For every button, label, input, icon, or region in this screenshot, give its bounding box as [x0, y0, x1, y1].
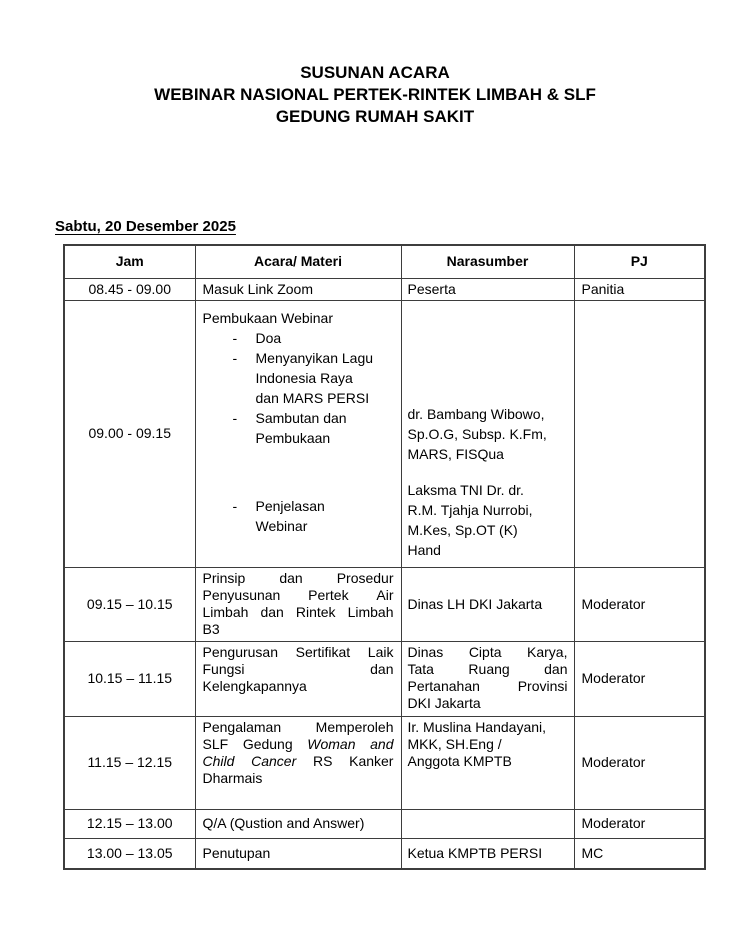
table-row — [64, 716, 705, 809]
col-header-acara: Acara/ Materi — [195, 245, 401, 278]
document-title — [55, 62, 695, 128]
table-row — [64, 809, 705, 838]
text-line: Hand — [407, 541, 441, 558]
title-line-1: SUSUNAN ACARA — [300, 63, 450, 82]
text-line: Child Cancer RS Kanker — [202, 752, 394, 769]
speaker-cell: Ketua KMPTB PERSI — [401, 838, 574, 869]
time-cell: 08.45 - 09.00 — [64, 278, 195, 300]
table-row — [64, 300, 705, 567]
agenda-bullet — [203, 348, 394, 408]
agenda-cell: Penutupan — [195, 838, 401, 869]
text-line: Dinas Cipta Karya, — [407, 643, 568, 660]
speaker-cell — [401, 809, 574, 838]
agenda-cell — [195, 716, 401, 809]
speaker-cell: Peserta — [401, 278, 574, 300]
text-line: Anggota KMPTB — [407, 752, 512, 769]
pj-cell — [574, 300, 705, 567]
text-line: Pembukaan — [255, 429, 331, 446]
bullet-dash: - — [232, 329, 238, 346]
pj-cell: Panitia — [574, 278, 705, 300]
text-line: Limbah dan Rintek Limbah — [202, 603, 394, 620]
text-line: Sambutan dan — [255, 409, 347, 426]
text-line: Penjelasan — [255, 497, 325, 514]
table-row — [64, 838, 705, 869]
text-line: dr. Bambang Wibowo, — [407, 405, 545, 422]
col-header-pj: PJ — [574, 245, 705, 278]
bullet-dash: - — [232, 349, 238, 366]
speaker-cell: Dinas LH DKI Jakarta — [401, 567, 574, 641]
agenda-cell: Q/A (Qustion and Answer) — [195, 809, 401, 838]
document-page — [0, 62, 750, 934]
time-cell: 11.15 – 12.15 — [64, 716, 195, 809]
time-cell: 12.15 – 13.00 — [64, 809, 195, 838]
pj-cell: Moderator — [574, 567, 705, 641]
text-line: Pengurusan Sertifikat Laik — [202, 643, 394, 660]
table-row — [64, 278, 705, 300]
pj-cell: Moderator — [574, 716, 705, 809]
speaker-block — [408, 480, 568, 560]
speaker-cell — [401, 716, 574, 809]
text-line: Sp.O.G, Subsp. K.Fm, — [407, 425, 547, 442]
speaker-cell — [401, 300, 574, 567]
title-line-3: GEDUNG RUMAH SAKIT — [275, 107, 475, 126]
text-line: MKK, SH.Eng / — [407, 735, 502, 752]
text-line: Laksma TNI Dr. dr. — [407, 481, 524, 498]
text-line: SLF Gedung Woman and — [202, 735, 394, 752]
text-line: Penyusunan Pertek Air — [202, 586, 394, 603]
text-line: dan MARS PERSI — [255, 389, 370, 406]
pj-cell: Moderator — [574, 809, 705, 838]
time-cell: 09.00 - 09.15 — [64, 300, 195, 567]
agenda-cell — [195, 567, 401, 641]
time-cell: 09.15 – 10.15 — [64, 567, 195, 641]
text-line: M.Kes, Sp.OT (K) — [407, 521, 518, 538]
col-header-narasumber: Narasumber — [401, 245, 574, 278]
text-line: Kelengkapannya — [202, 677, 307, 694]
agenda-bullet — [203, 408, 394, 448]
time-cell: 13.00 – 13.05 — [64, 838, 195, 869]
title-line-2: WEBINAR NASIONAL PERTEK-RINTEK LIMBAH & SLF — [154, 85, 596, 104]
table-row — [64, 641, 705, 716]
text-line: Indonesia Raya — [255, 369, 353, 386]
speaker-cell — [401, 641, 574, 716]
agenda-cell: Masuk Link Zoom — [195, 278, 401, 300]
agenda-bullet — [203, 496, 394, 536]
text-line: Tata Ruang dan — [407, 660, 568, 677]
text-line: Fungsi dan — [202, 660, 394, 677]
text-line: Menyanyikan Lagu — [255, 349, 374, 366]
event-date: Sabtu, 20 Desember 2025 — [55, 218, 236, 235]
text-line: MARS, FISQua — [407, 445, 504, 462]
text-line: Pertanahan Provinsi — [407, 677, 568, 694]
agenda-table — [63, 244, 706, 870]
text-line: Doa — [255, 329, 282, 346]
table-header-row — [64, 245, 705, 278]
text-line: DKI Jakarta — [407, 694, 481, 711]
text-line: Prinsip dan Prosedur — [202, 569, 394, 586]
agenda-cell — [195, 641, 401, 716]
bullet-dash: - — [232, 497, 238, 514]
text-line: Ir. Muslina Handayani, — [407, 718, 547, 735]
agenda-item-title: Pembukaan Webinar — [202, 309, 333, 326]
time-cell: 10.15 – 11.15 — [64, 641, 195, 716]
text-line: Webinar — [255, 517, 308, 534]
pj-cell: Moderator — [574, 641, 705, 716]
agenda-bullet — [203, 328, 394, 348]
text-line: B3 — [202, 620, 220, 637]
speaker-block — [408, 404, 568, 464]
pj-cell: MC — [574, 838, 705, 869]
agenda-cell — [195, 300, 401, 567]
text-line: Dharmais — [202, 769, 263, 786]
col-header-jam: Jam — [64, 245, 195, 278]
bullet-dash: - — [232, 409, 238, 426]
text-line: R.M. Tjahja Nurrobi, — [407, 501, 533, 518]
table-row — [64, 567, 705, 641]
text-line: Pengalaman Memperoleh — [202, 718, 394, 735]
